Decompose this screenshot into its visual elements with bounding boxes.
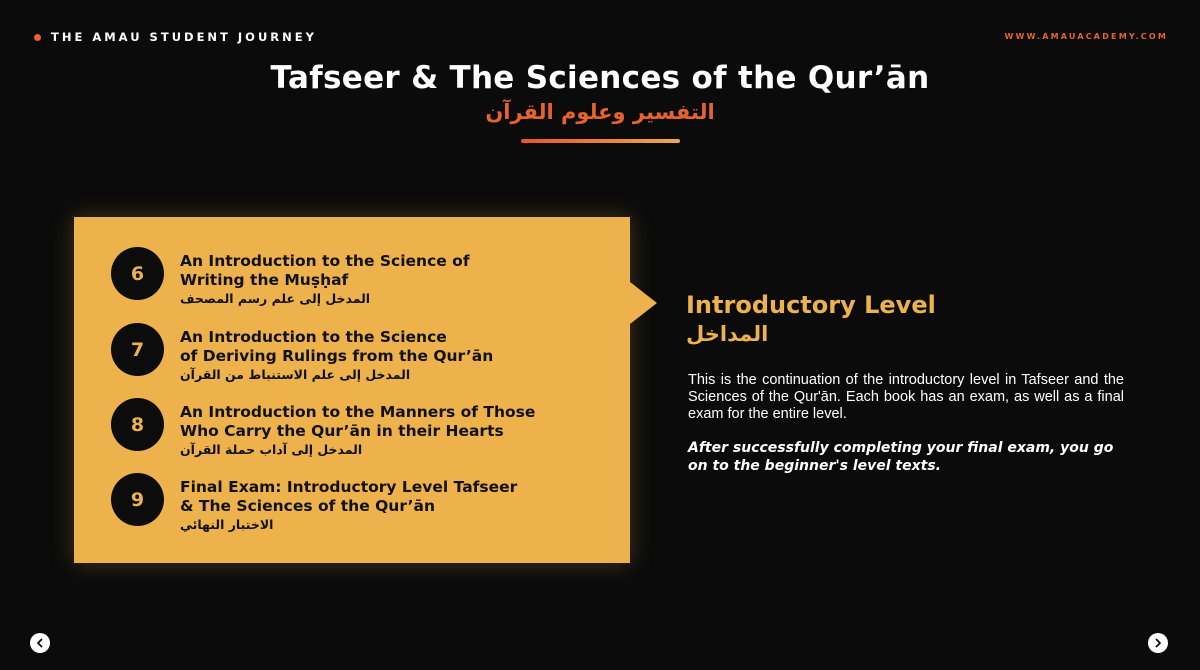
course-item-6 [111, 247, 540, 306]
course-title-line2: Writing the Muṣḥaf [180, 271, 349, 289]
course-title-line1: An Introduction to the Science of [180, 252, 470, 270]
course-item-9 [111, 473, 540, 532]
next-slide-button[interactable] [1148, 633, 1168, 653]
course-text [180, 328, 540, 382]
course-title-arabic: المدخل إلى علم رسم المصحف [180, 291, 371, 306]
course-text [180, 252, 540, 306]
course-title-line1: Final Exam: Introductory Level Tafseer [180, 478, 518, 496]
site-url-link[interactable]: WWW.AMAUACADEMY.COM [1004, 32, 1168, 41]
brand-dot-icon [34, 34, 41, 41]
chevron-right-icon [1153, 638, 1163, 648]
course-number-badge: 9 [111, 473, 164, 526]
course-title-line1: An Introduction to the Science [180, 328, 447, 346]
course-text [180, 478, 540, 532]
course-item-8 [111, 398, 560, 457]
course-title-line2: & The Sciences of the Qur’ān [180, 497, 435, 515]
course-title-arabic: المدخل إلى آداب حملة القرآن [180, 442, 363, 457]
course-text [180, 403, 560, 457]
brand [34, 30, 317, 44]
brand-label: THE AMAU STUDENT JOURNEY [51, 30, 317, 44]
course-title-arabic: المدخل إلى علم الاستنباط من القرآن [180, 367, 411, 382]
top-bar [34, 30, 1168, 46]
course-list-card [74, 217, 630, 563]
course-title-line2: of Deriving Rulings from the Qur’ān [180, 347, 494, 365]
level-description: This is the continuation of the introductory level in Tafseer and the Sciences of the Qur'ān. Each book has an exam, as well as a final exam for the entire level. [688, 372, 1124, 422]
chevron-left-icon [35, 638, 45, 648]
page-title-arabic: التفسير وعلوم القرآن [485, 100, 715, 124]
level-title-arabic: المداخل [686, 322, 769, 346]
title-underline [521, 139, 680, 143]
course-number-badge: 7 [111, 323, 164, 376]
page-title: Tafseer & The Sciences of the Qur’ān [270, 60, 930, 96]
level-note: After successfully completing your final exam, you go on to the beginner's level texts. [688, 440, 1114, 474]
course-number-badge: 8 [111, 398, 164, 451]
course-title-line2: Who Carry the Qur’ān in their Hearts [180, 422, 504, 440]
course-title-line1: An Introduction to the Manners of Those [180, 403, 536, 421]
level-title: Introductory Level [686, 291, 936, 319]
course-item-7 [111, 323, 540, 382]
card-pointer-arrow [630, 282, 657, 324]
course-title-arabic: الاختبار النهائي [180, 517, 274, 532]
course-number-badge: 6 [111, 247, 164, 300]
previous-slide-button[interactable] [30, 633, 50, 653]
